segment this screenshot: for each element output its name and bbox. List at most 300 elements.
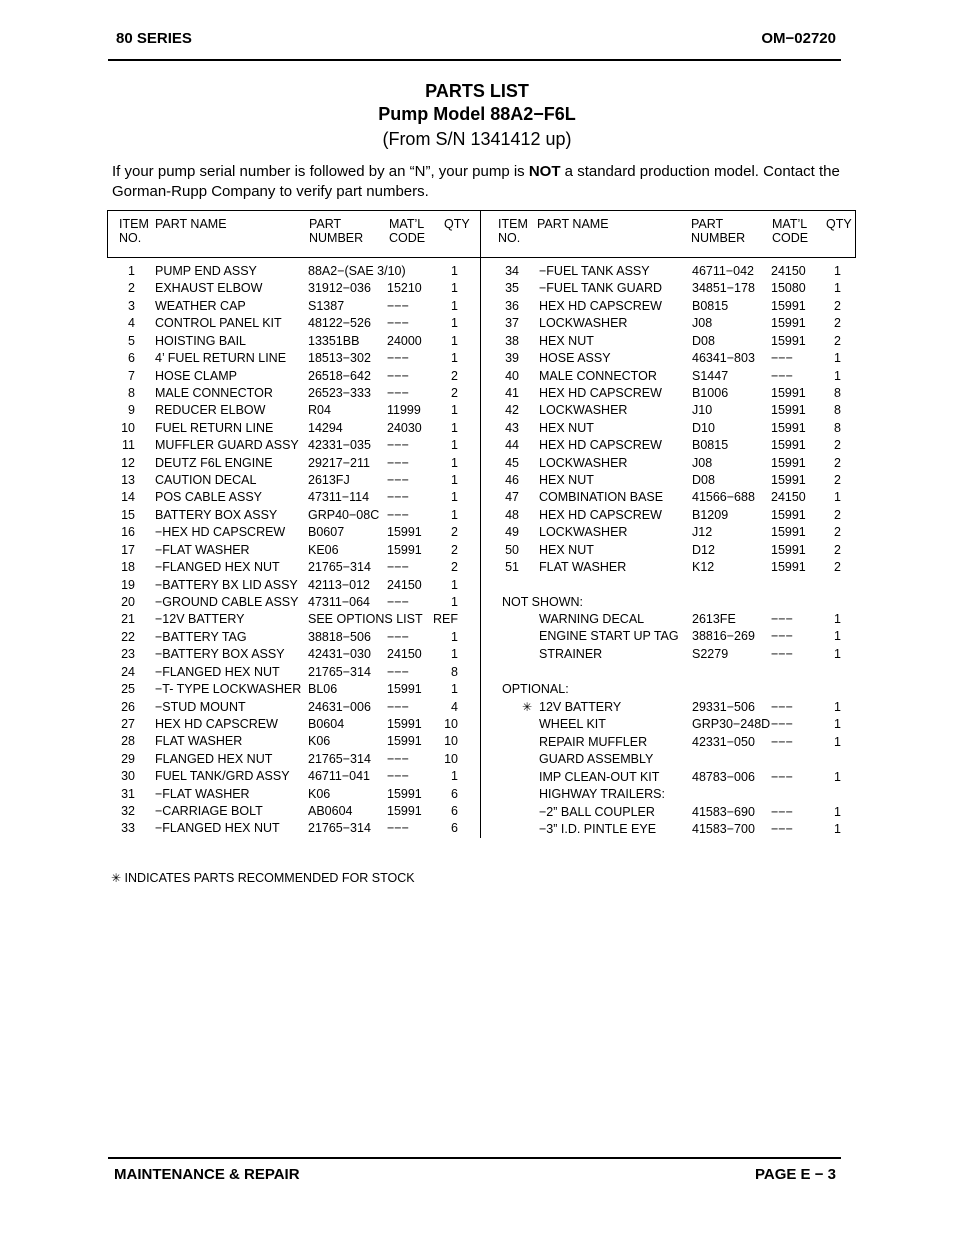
item-number: 36 — [505, 298, 519, 313]
part-name: HEX NUT — [539, 542, 594, 557]
quantity: 1 — [451, 769, 458, 784]
part-name: WARNING DECAL — [539, 612, 645, 626]
item-number: 29 — [121, 751, 135, 766]
item-number: 49 — [505, 525, 519, 540]
material-code: −−− — [387, 316, 409, 331]
part-number: B1209 — [692, 507, 729, 522]
material-code: 15991 — [771, 420, 806, 435]
item-number: 22 — [121, 629, 135, 644]
quantity: 2 — [834, 298, 841, 313]
table-row — [0, 611, 954, 628]
quantity: 1 — [451, 333, 458, 348]
quantity: 1 — [451, 403, 458, 418]
part-number: 21765−314 — [308, 560, 371, 575]
intro-text-after: a standard production model. Contact the Gorman-Rupp Company to verify part numbers. — [112, 163, 840, 200]
material-code: −−− — [387, 455, 409, 470]
material-code: 15991 — [387, 525, 422, 540]
material-code: −−− — [387, 664, 409, 679]
header-rule — [108, 59, 841, 61]
material-code: 15991 — [387, 804, 422, 819]
footnote-text: INDICATES PARTS RECOMMENDED FOR STOCK — [124, 871, 415, 885]
quantity: 8 — [834, 385, 841, 400]
part-name: HIGHWAY TRAILERS: — [539, 787, 665, 802]
part-name: −FLANGED HEX NUT — [155, 664, 280, 679]
part-name: 12V BATTERY — [539, 700, 622, 714]
part-number: J10 — [692, 403, 713, 418]
part-name: HOISTING BAIL — [155, 333, 246, 348]
part-name: −2” BALL COUPLER — [539, 804, 655, 819]
quantity: 1 — [834, 368, 841, 383]
part-number: B0607 — [308, 525, 345, 540]
part-number: GRP30−248D — [692, 717, 771, 732]
part-name: POS CABLE ASSY — [155, 490, 262, 505]
quantity: 6 — [451, 786, 458, 801]
part-name: −BATTERY BX LID ASSY — [155, 577, 298, 592]
quantity: 1 — [451, 298, 458, 313]
material-code: 15991 — [771, 455, 806, 470]
material-code: 11999 — [387, 403, 421, 418]
table-row — [0, 280, 954, 297]
material-code: 15991 — [771, 438, 806, 453]
part-number: SEE OPTIONS LIST — [308, 612, 423, 627]
part-number: 46711−042 — [692, 264, 754, 278]
item-number: 41 — [505, 385, 519, 400]
quantity: 2 — [834, 473, 841, 488]
part-number: 42331−050 — [692, 734, 755, 749]
quantity: 2 — [451, 368, 458, 383]
quantity: 1 — [834, 281, 841, 296]
part-name: FUEL RETURN LINE — [155, 420, 274, 435]
part-name: FUEL TANK/GRD ASSY — [155, 769, 290, 784]
item-number: 6 — [128, 351, 135, 366]
quantity: 1 — [451, 351, 458, 366]
part-number: S1447 — [692, 368, 729, 383]
part-name: FLAT WASHER — [539, 560, 627, 575]
item-number: 20 — [121, 594, 135, 609]
intro-text-bold: NOT — [528, 163, 561, 180]
not-shown-label: NOT SHOWN: — [502, 595, 584, 609]
material-code: 15080 — [771, 281, 806, 296]
material-code: 15991 — [387, 716, 422, 731]
quantity: 1 — [834, 769, 841, 784]
item-number: 34 — [505, 264, 519, 278]
item-number: 46 — [505, 473, 519, 488]
material-code: 15991 — [771, 403, 806, 418]
item-number: 32 — [121, 804, 135, 819]
part-number: 31912−036 — [308, 281, 371, 296]
part-number: B0815 — [692, 298, 729, 313]
quantity: 1 — [451, 507, 458, 522]
quantity: 1 — [834, 734, 841, 749]
item-number: 15 — [121, 507, 135, 522]
table-row — [0, 786, 954, 803]
item-number: 43 — [505, 420, 519, 435]
material-code: −−− — [387, 751, 409, 766]
part-name: WEATHER CAP — [155, 298, 246, 313]
part-name: −3” I.D. PINTLE EYE — [539, 821, 657, 836]
part-number: 88A2−(SAE 3/10) — [308, 264, 406, 278]
item-number: 35 — [505, 281, 519, 296]
part-name: LOCKWASHER — [539, 455, 628, 470]
quantity: 1 — [451, 264, 458, 278]
item-number: 33 — [121, 821, 135, 836]
material-code: −−− — [387, 473, 409, 488]
quantity: 2 — [834, 560, 841, 575]
stock-footnote — [111, 871, 415, 885]
item-number: 18 — [121, 560, 135, 575]
quantity: 1 — [451, 682, 458, 697]
quantity: 2 — [834, 507, 841, 522]
material-code: −−− — [771, 717, 793, 732]
quantity: 2 — [834, 316, 841, 331]
part-name: −HEX HD CAPSCREW — [155, 525, 286, 540]
part-number: 42431−030 — [308, 647, 371, 662]
material-code: −−− — [771, 629, 793, 644]
table-row — [0, 437, 954, 454]
part-number: 46341−803 — [692, 351, 755, 366]
material-code: −−− — [387, 560, 409, 575]
part-number: K06 — [308, 734, 331, 749]
table-row — [0, 350, 954, 367]
quantity: 2 — [451, 525, 458, 540]
part-name: HOSE CLAMP — [155, 368, 237, 383]
item-number: 24 — [121, 664, 135, 679]
item-number: 14 — [121, 490, 135, 505]
material-code: 15991 — [771, 298, 806, 313]
part-number: B0604 — [308, 716, 345, 731]
item-number: 30 — [121, 769, 135, 784]
quantity: 1 — [834, 646, 841, 661]
footer-rule — [108, 1157, 841, 1159]
intro-text-before: If your pump serial number is followed by an “N”, your pump is — [112, 163, 529, 180]
item-number: 16 — [121, 525, 135, 540]
material-code: 24030 — [387, 420, 422, 435]
part-name: MALE CONNECTOR — [539, 368, 657, 383]
quantity: 1 — [451, 420, 458, 435]
part-name: −BATTERY TAG — [155, 629, 247, 644]
title-line-3: (From S/N 1341412 up) — [382, 129, 572, 149]
quantity: 8 — [451, 664, 458, 679]
part-number: D08 — [692, 473, 715, 488]
item-number: 10 — [121, 420, 135, 435]
table-row — [0, 594, 954, 611]
item-number: 27 — [121, 716, 135, 731]
item-number: 37 — [505, 316, 519, 331]
quantity: 1 — [451, 629, 458, 644]
part-name: −12V BATTERY — [155, 612, 245, 627]
quantity: 2 — [834, 455, 841, 470]
material-code: −−− — [387, 490, 409, 505]
quantity: 6 — [451, 804, 458, 819]
quantity: 1 — [834, 821, 841, 836]
material-code: 15991 — [387, 786, 422, 801]
material-code: 15991 — [387, 734, 422, 749]
item-number: 40 — [505, 368, 519, 383]
part-name: −T- TYPE LOCKWASHER — [155, 682, 302, 697]
page-title — [0, 80, 954, 152]
part-number: D08 — [692, 333, 715, 348]
quantity: 1 — [834, 264, 841, 278]
item-number: 2 — [128, 281, 135, 296]
part-number: 42113−012 — [308, 577, 370, 592]
table-row — [0, 734, 954, 751]
part-number: KE06 — [308, 542, 339, 557]
item-number: 9 — [128, 403, 135, 418]
asterisk-icon: ✳ — [111, 871, 122, 885]
part-name: −GROUND CABLE ASSY — [155, 594, 299, 609]
part-number: K06 — [308, 786, 331, 801]
quantity: 10 — [444, 716, 458, 731]
item-number: 31 — [121, 786, 135, 801]
item-number: 39 — [505, 351, 519, 366]
part-name: EXHAUST ELBOW — [155, 281, 263, 296]
material-code: 24150 — [387, 577, 422, 592]
title-line-2: Pump Model 88A2−F6L — [378, 104, 576, 124]
optional-label: OPTIONAL: — [502, 682, 569, 696]
material-code: 15991 — [771, 333, 806, 348]
quantity: 1 — [451, 594, 458, 609]
part-name: IMP CLEAN-OUT KIT — [539, 769, 660, 784]
part-number: 21765−314 — [308, 821, 371, 836]
part-name: −FLAT WASHER — [155, 786, 250, 801]
part-number: 26523−333 — [308, 385, 371, 400]
part-name: −CARRIAGE BOLT — [155, 804, 263, 819]
material-code: 15991 — [771, 507, 806, 522]
item-number: 11 — [122, 438, 135, 453]
quantity: 2 — [451, 542, 458, 557]
col-header-item-right: ITEM NO. — [498, 217, 528, 245]
part-number: 18513−302 — [308, 351, 371, 366]
col-header-part-number-left: PART NUMBER — [309, 217, 364, 245]
item-number: 45 — [505, 455, 519, 470]
part-number: 29217−211 — [308, 455, 370, 470]
material-code: −−− — [771, 646, 793, 661]
part-name: WHEEL KIT — [539, 717, 606, 732]
part-name: COMBINATION BASE — [539, 490, 664, 505]
col-header-mat-code-right: MAT’L CODE — [772, 217, 809, 245]
quantity: 2 — [834, 542, 841, 557]
part-name: LOCKWASHER — [539, 525, 628, 540]
part-name: ENGINE START UP TAG — [539, 629, 679, 644]
table-row — [0, 664, 954, 681]
part-number: J12 — [692, 525, 713, 540]
header-series: 80 SERIES — [116, 30, 192, 47]
material-code: −−− — [387, 821, 409, 836]
table-row — [0, 577, 954, 594]
item-number: 3 — [128, 298, 135, 313]
item-number: 50 — [505, 542, 519, 557]
item-number: 25 — [121, 682, 135, 697]
part-name: FLAT WASHER — [155, 734, 243, 749]
item-number: 21 — [121, 612, 135, 627]
col-header-mat-code-left: MAT’L CODE — [389, 217, 426, 245]
part-name: CAUTION DECAL — [155, 473, 257, 488]
material-code: −−− — [771, 821, 793, 836]
item-number: 26 — [121, 699, 135, 714]
material-code: −−− — [387, 438, 409, 453]
part-number: 26518−642 — [308, 368, 371, 383]
part-name: −FLAT WASHER — [155, 542, 250, 557]
quantity: 1 — [451, 455, 458, 470]
quantity: 4 — [451, 699, 458, 714]
quantity: 6 — [451, 821, 458, 836]
part-number: 2613FJ — [308, 473, 350, 488]
footer-section: MAINTENANCE & REPAIR — [114, 1166, 300, 1183]
quantity: 1 — [834, 629, 841, 644]
part-number: R04 — [308, 403, 331, 418]
part-number: GRP40−08C — [308, 507, 380, 522]
quantity: 1 — [834, 351, 841, 366]
item-number: 19 — [121, 577, 135, 592]
table-row — [0, 402, 954, 419]
table-row — [0, 507, 954, 524]
part-name: HEX HD CAPSCREW — [155, 716, 278, 731]
table-row — [0, 821, 954, 838]
part-name: −STUD MOUNT — [155, 699, 246, 714]
table-row — [0, 472, 954, 489]
part-number: B0815 — [692, 438, 729, 453]
item-number: 42 — [505, 403, 519, 418]
quantity: 1 — [451, 577, 458, 592]
part-name: STRAINER — [539, 646, 603, 661]
footer-page-number: PAGE E − 3 — [754, 1166, 836, 1183]
part-number: J08 — [692, 316, 713, 331]
table-row — [0, 420, 954, 437]
table-row — [0, 542, 954, 559]
quantity: 2 — [834, 438, 841, 453]
col-header-part-name-right: PART NAME — [537, 217, 609, 231]
material-code: 15991 — [771, 385, 806, 400]
material-code: 15991 — [771, 560, 806, 575]
part-number: AB0604 — [308, 804, 353, 819]
quantity: 8 — [834, 420, 841, 435]
part-name: PUMP END ASSY — [155, 264, 257, 278]
quantity: 1 — [451, 490, 458, 505]
quantity: 8 — [834, 403, 841, 418]
part-number: 48783−006 — [692, 769, 755, 784]
material-code: 24000 — [387, 333, 422, 348]
part-number: D12 — [692, 542, 715, 557]
part-name: −FLANGED HEX NUT — [155, 560, 280, 575]
quantity: 10 — [444, 734, 458, 749]
quantity: 1 — [834, 804, 841, 819]
part-name: BATTERY BOX ASSY — [155, 507, 278, 522]
quantity: 1 — [834, 490, 841, 505]
part-name: HEX HD CAPSCREW — [539, 507, 662, 522]
part-name: LOCKWASHER — [539, 316, 628, 331]
part-number: 14294 — [308, 420, 343, 435]
table-row — [0, 769, 954, 786]
part-number: S1387 — [308, 298, 345, 313]
table-row — [0, 524, 954, 541]
material-code: 15991 — [771, 316, 806, 331]
quantity: 1 — [834, 700, 841, 714]
item-number: 48 — [505, 507, 519, 522]
part-name: MUFFLER GUARD ASSY — [155, 438, 299, 453]
table-row — [0, 333, 954, 350]
part-name: −FLANGED HEX NUT — [155, 821, 280, 836]
part-name: −FUEL TANK GUARD — [539, 281, 663, 296]
part-number: 2613FE — [692, 612, 736, 626]
part-name: −FUEL TANK ASSY — [539, 264, 650, 278]
col-header-part-number-right: PART NUMBER — [691, 217, 746, 245]
table-row — [0, 628, 954, 645]
quantity: 1 — [834, 717, 841, 732]
item-number: 51 — [505, 560, 519, 575]
part-name: CONTROL PANEL KIT — [155, 316, 282, 331]
material-code: 24150 — [387, 647, 422, 662]
table-row — [0, 681, 954, 698]
table-row — [0, 804, 954, 821]
table-row — [0, 559, 954, 576]
quantity: 10 — [444, 751, 458, 766]
part-number: BL06 — [308, 682, 338, 697]
part-number: 29331−506 — [692, 700, 755, 714]
material-code: −−− — [771, 804, 793, 819]
part-number: 38816−269 — [692, 629, 755, 644]
material-code: −−− — [771, 700, 793, 714]
header-doc-number: OM−02720 — [761, 30, 836, 47]
part-number: D10 — [692, 420, 715, 435]
table-row — [0, 263, 954, 280]
quantity: REF — [433, 612, 458, 627]
part-number: S2279 — [692, 646, 729, 661]
material-code: −−− — [387, 507, 409, 522]
col-header-item-left: ITEM NO. — [119, 217, 149, 245]
material-code: −−− — [771, 734, 793, 749]
col-header-qty-left: QTY — [444, 217, 470, 231]
title-line-1: PARTS LIST — [425, 81, 529, 101]
table-row — [0, 455, 954, 472]
part-number: J08 — [692, 455, 713, 470]
item-number: 47 — [505, 490, 519, 505]
item-number: 7 — [128, 368, 135, 383]
table-row — [0, 368, 954, 385]
table-row — [0, 315, 954, 332]
part-name: LOCKWASHER — [539, 403, 628, 418]
item-number: 38 — [505, 333, 519, 348]
material-code: 15991 — [771, 473, 806, 488]
table-row — [0, 385, 954, 402]
material-code: −−− — [387, 594, 409, 609]
material-code: −−− — [387, 298, 409, 313]
item-number: 12 — [121, 455, 135, 470]
part-number: 21765−314 — [308, 664, 371, 679]
part-number: 42331−035 — [308, 438, 371, 453]
material-code: 15991 — [771, 525, 806, 540]
quantity: 1 — [451, 473, 458, 488]
item-number: 17 — [121, 542, 135, 557]
table-row — [0, 298, 954, 315]
part-name: FLANGED HEX NUT — [155, 751, 273, 766]
part-number: 21765−314 — [308, 751, 371, 766]
part-name: DEUTZ F6L ENGINE — [155, 455, 273, 470]
table-row — [0, 646, 954, 663]
part-number: 13351BB — [308, 333, 360, 348]
item-number: 4 — [128, 316, 135, 331]
part-name: HEX NUT — [539, 473, 594, 488]
item-number: 44 — [505, 438, 519, 453]
part-name: GUARD ASSEMBLY — [539, 752, 654, 767]
material-code: 15210 — [387, 281, 422, 296]
item-number: 8 — [128, 385, 135, 400]
quantity: 2 — [451, 385, 458, 400]
material-code: −−− — [771, 612, 793, 626]
table-row — [0, 489, 954, 506]
part-name: HEX HD CAPSCREW — [539, 298, 662, 313]
quantity: 1 — [451, 647, 458, 662]
part-name: HEX NUT — [539, 333, 594, 348]
